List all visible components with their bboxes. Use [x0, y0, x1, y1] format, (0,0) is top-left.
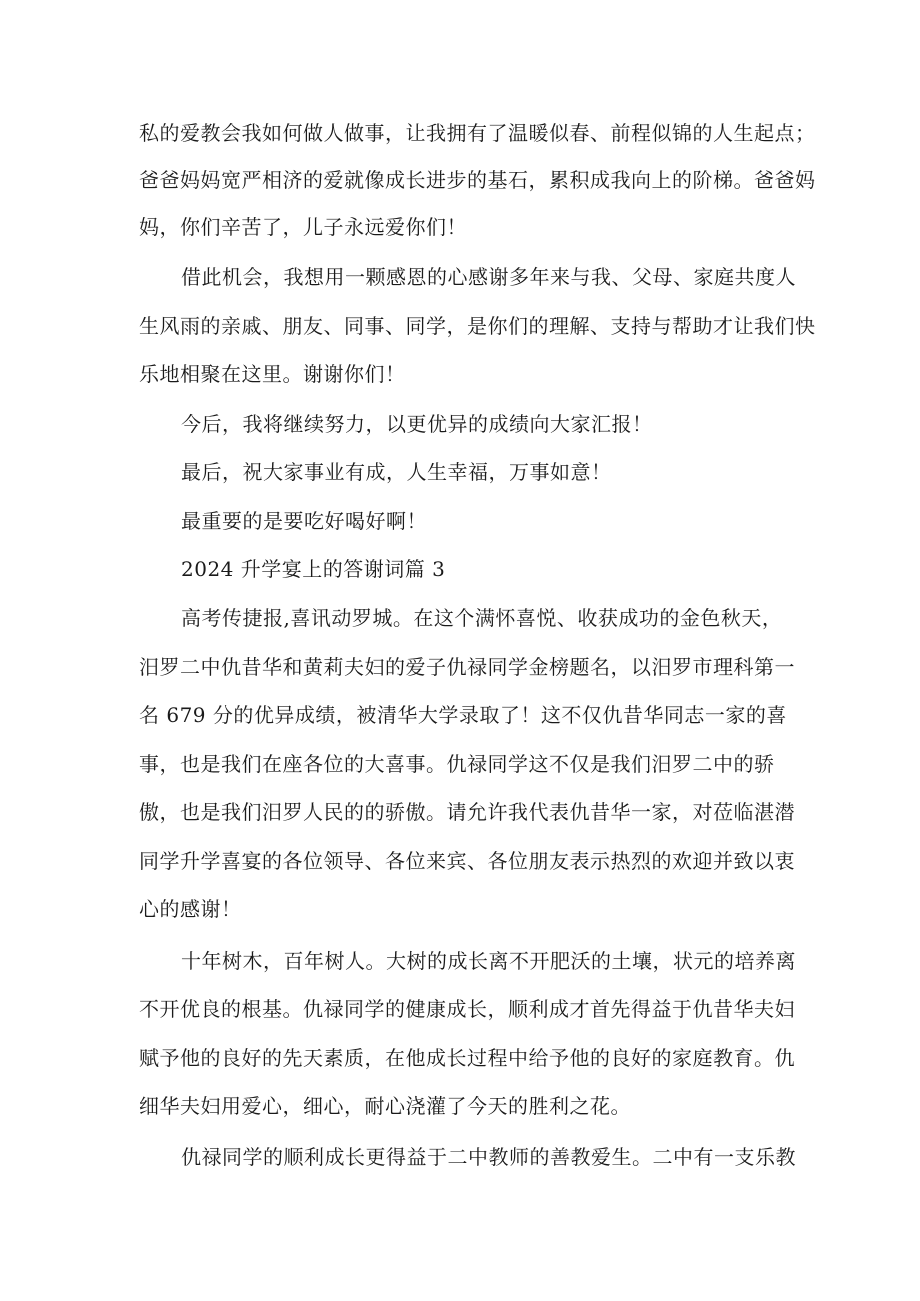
text-line: 爸爸妈妈宽严相济的爱就像成长进步的基石，累积成我向上的阶梯。爸爸妈	[139, 168, 816, 192]
text-line: 生风雨的亲戚、朋友、同事、同学，是你们的理解、支持与帮助才让我们快	[139, 314, 816, 338]
text-line: 借此机会，我想用一颗感恩的心感谢多年来与我、父母、家庭共度人	[181, 265, 796, 289]
text-line: 高考传捷报,喜讯动罗城。在这个满怀喜悦、收获成功的金色秋天，	[181, 606, 783, 630]
section-heading: 2024 升学宴上的答谢词篇 3	[181, 557, 446, 581]
text-line: 乐地相聚在这里。谢谢你们！	[139, 362, 406, 386]
text-line: 不开优良的根基。仇禄同学的健康成长，顺利成才首先得益于仇昔华夫妇	[139, 997, 795, 1021]
text-line: 仇禄同学的顺利成长更得益于二中教师的善教爱生。二中有一支乐教	[181, 1145, 796, 1169]
text-line: 十年树木，百年树人。大树的成长离不开肥沃的土壤，状元的培养离	[181, 949, 796, 973]
text-line: 最重要的是要吃好喝好啊！	[181, 509, 427, 533]
text-line: 赋予他的良好的先天素质，在他成长过程中给予他的良好的家庭教育。仇	[139, 1046, 795, 1070]
text-line: 傲，也是我们汨罗人民的的骄傲。请允许我代表仇昔华一家，对莅临湛潜	[139, 800, 795, 824]
text-line: 细华夫妇用爱心，细心，耐心浇灌了今天的胜利之花。	[139, 1094, 631, 1118]
text-line: 同学升学喜宴的各位领导、各位来宾、各位朋友表示热烈的欢迎并致以衷	[139, 849, 795, 873]
text-line: 汨罗二中仇昔华和黄莉夫妇的爱子仇禄同学金榜题名，以汨罗市理科第一	[139, 655, 795, 679]
text-line: 事，也是我们在座各位的大喜事。仇禄同学这不仅是我们汨罗二中的骄	[139, 752, 775, 776]
text-line: 今后，我将继续努力，以更优异的成绩向大家汇报！	[181, 412, 653, 436]
text-line: 妈，你们辛苦了，儿子永远爱你们！	[139, 215, 467, 239]
text-line: 最后，祝大家事业有成，人生幸福，万事如意！	[181, 460, 612, 484]
text-line: 心的感谢！	[139, 897, 242, 921]
text-line: 名 679 分的优异成绩，被清华大学录取了！这不仅仇昔华同志一家的喜	[139, 703, 787, 727]
text-line: 私的爱教会我如何做人做事，让我拥有了温暖似春、前程似锦的人生起点；	[139, 121, 816, 145]
